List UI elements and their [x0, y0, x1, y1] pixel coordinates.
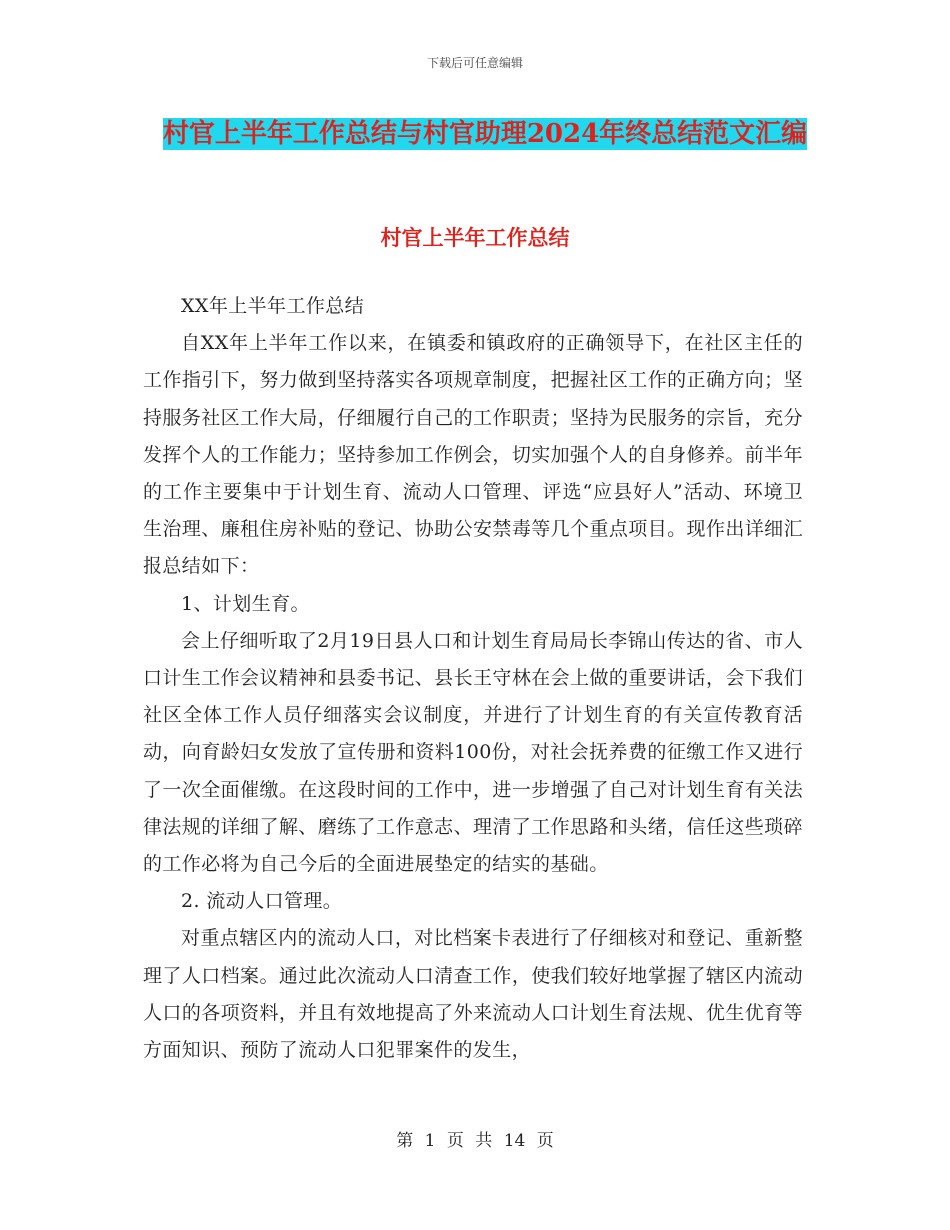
- paragraph-family-planning: 会上仔细听取了2月19日县人口和计划生育局局长李锦山传达的省、市人口计生工作会议精神和县委书记、县长王守林在会上做的重要讲话，会下我们社区全体工作人员仔细落实会议制度，并进行了计划生育的有关宣传教育活动，向育龄妇女发放了宣传册和资料100份，对社会抚养费的征缴工作又进行了一次全面催缴。在这段时间的工作中，进一步增强了自己对计划生育有关法律法规的详细了解、磨练了工作意志、理清了工作思路和头绪，信任这些琐碎的工作必将为自己今后的全面进展垫定的结实的基础。: [143, 629, 803, 876]
- paragraph-heading-2: 2. 流动人口管理。: [181, 890, 343, 913]
- page-footer: 第 1 页 共 14 页: [396, 1131, 554, 1151]
- paragraph-heading-1: 1、计划生育。: [181, 592, 310, 615]
- document-body: [143, 288, 803, 1069]
- paragraph-subtitle: XX年上半年工作总结: [181, 295, 365, 317]
- section-title: 村官上半年工作总结: [380, 225, 570, 250]
- document-title: [150, 112, 820, 156]
- document-title-text: 村官上半年工作总结与村官助理2024年终总结范文汇编: [162, 119, 808, 149]
- header-note: 下载后可任意编辑: [426, 56, 523, 70]
- paragraph-floating-population: 对重点辖区内的流动人口，对比档案卡表进行了仔细核对和登记、重新整理了人口档案。通过此次流动人口清查工作，使我们较好地掌握了辖区内流动人口的各项资料，并且有效地提高了外来流动人口计划生育法规、优生优育等方面知识、预防了流动人口犯罪案件的发生，: [143, 927, 803, 1062]
- paragraph-intro: 自XX年上半年工作以来，在镇委和镇政府的正确领导下，在社区主任的工作指引下，努力做到坚持落实各项规章制度，把握社区工作的正确方向；坚持服务社区工作大局，仔细履行自己的工作职责；坚持为民服务的宗旨，充分发挥个人的工作能力；坚持参加工作例会，切实加强个人的自身修养。前半年的工作主要集中于计划生育、流动人口管理、评选“应县好人”活动、环境卫生治理、廉租住房补贴的登记、协助公安禁毒等几个重点项目。现作出详细汇报总结如下：: [143, 332, 803, 578]
